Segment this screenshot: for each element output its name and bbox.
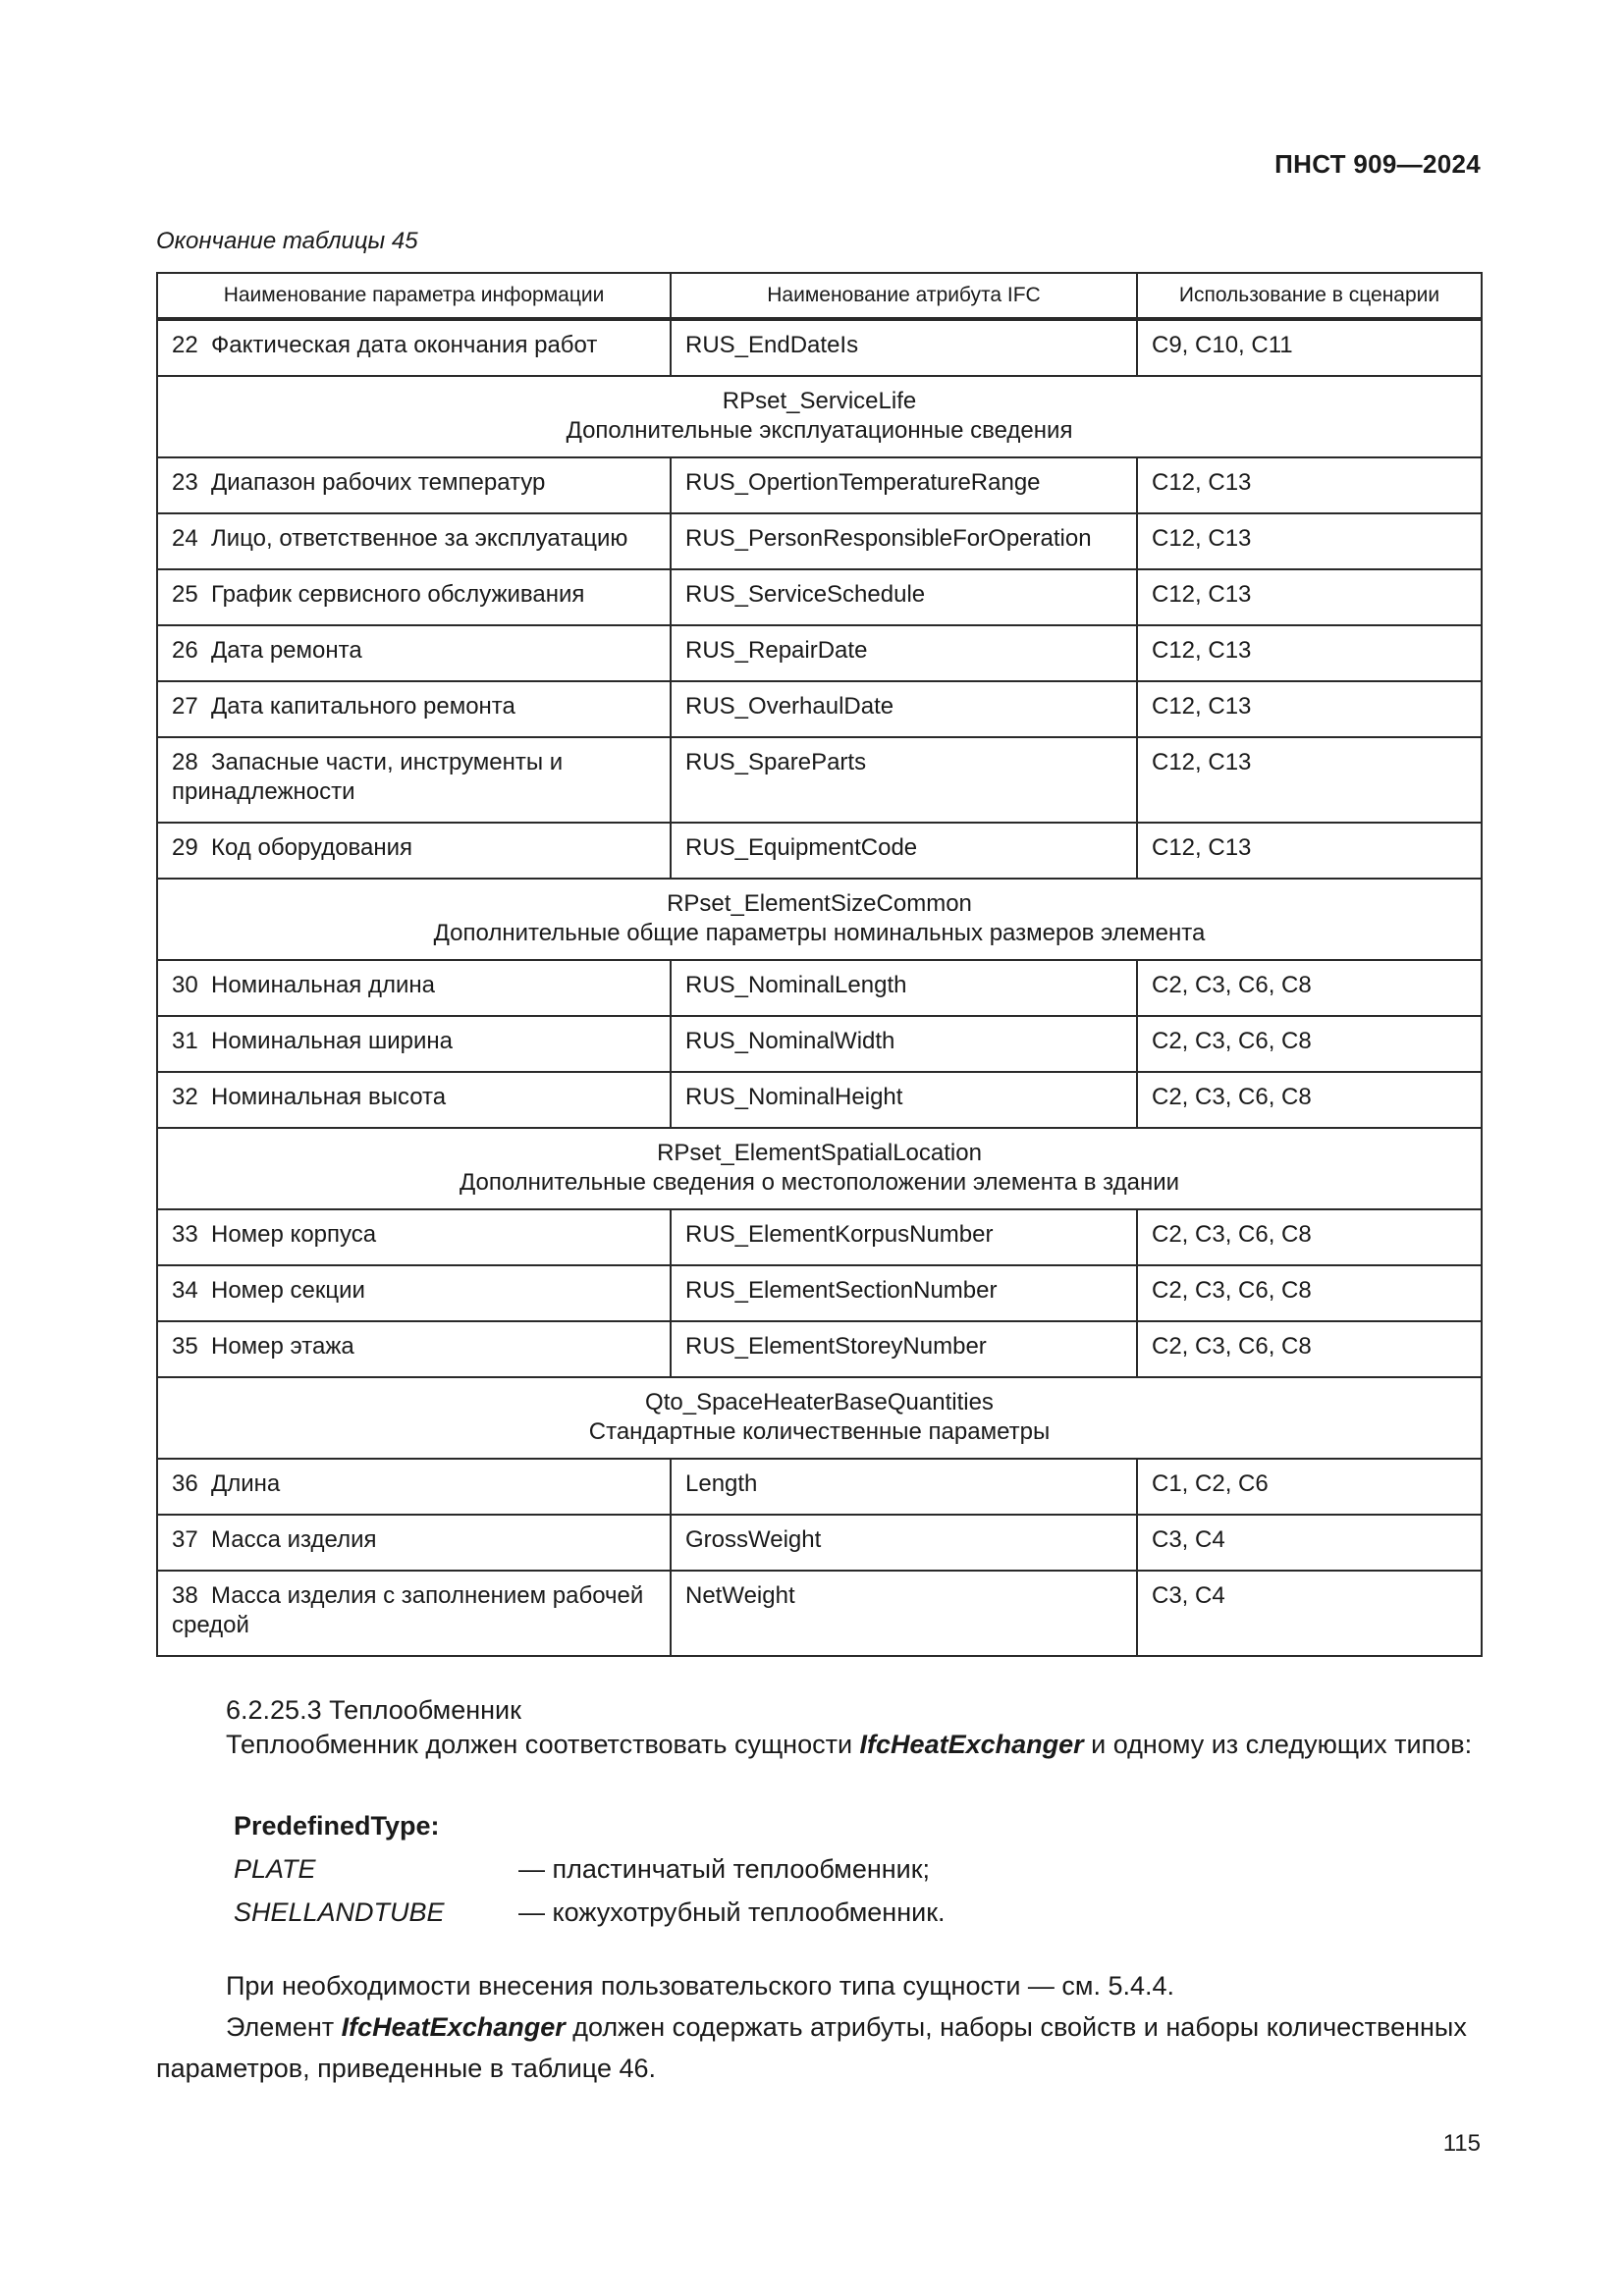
table-row (157, 960, 1482, 1016)
usage-cell: C12, C13 (1137, 513, 1482, 569)
ifc-attribute-cell: RUS_ElementStoreyNumber (671, 1321, 1137, 1377)
ifc-attribute-cell: RUS_NominalLength (671, 960, 1137, 1016)
usage-cell: C2, C3, C6, C8 (1137, 1209, 1482, 1265)
usage-cell: C12, C13 (1137, 457, 1482, 513)
table-header-row (157, 273, 1482, 319)
row-number: 24 (172, 525, 198, 552)
usage-cell: C12, C13 (1137, 737, 1482, 823)
parameter-name: Код оборудования (211, 834, 413, 861)
group-cell (157, 1128, 1482, 1209)
table-row (157, 1459, 1482, 1515)
table-row (157, 823, 1482, 879)
parameter-name: Масса изделия с заполнением рабочей средой (172, 1582, 644, 1638)
ifc-attribute-cell: RUS_OpertionTemperatureRange (671, 457, 1137, 513)
usage-cell: C9, C10, C11 (1137, 319, 1482, 376)
group-subtitle: Стандартные количественные параметры (588, 1418, 1051, 1445)
row-number: 36 (172, 1470, 198, 1497)
usage-cell: C12, C13 (1137, 569, 1482, 625)
table-row (157, 1321, 1482, 1377)
ifc-attribute-cell: NetWeight (671, 1571, 1137, 1656)
parameter-name: Номинальная высота (211, 1084, 447, 1110)
type-name: SHELLANDTUBE (234, 1897, 445, 1927)
parameter-name: Дата капитального ремонта (211, 693, 515, 720)
parameter-cell (157, 1571, 671, 1656)
table-row (157, 1571, 1482, 1656)
parameter-name: Номер этажа (211, 1333, 354, 1360)
element-requirements (156, 2006, 1481, 2089)
parameter-cell (157, 513, 671, 569)
row-number: 22 (172, 332, 198, 358)
entity-name: IfcHeatExchanger (859, 1730, 1084, 1759)
ifc-attribute-cell: RUS_ElementSectionNumber (671, 1265, 1137, 1321)
parameter-cell (157, 625, 671, 681)
group-title: RPset_ServiceLife (722, 388, 917, 414)
row-number: 27 (172, 693, 198, 720)
group-subtitle: Дополнительные эксплуатационные сведения (566, 417, 1073, 444)
row-number: 31 (172, 1028, 198, 1054)
group-subtitle: Дополнительные общие параметры номинальных размеров элемента (433, 920, 1206, 946)
table-row (157, 625, 1482, 681)
ifc-attribute-cell: RUS_RepairDate (671, 625, 1137, 681)
type-name: PLATE (234, 1854, 316, 1884)
parameter-name: Лицо, ответственное за эксплуатацию (211, 525, 628, 552)
row-number: 26 (172, 637, 198, 664)
parameter-cell (157, 737, 671, 823)
parameter-name: Длина (211, 1470, 281, 1497)
row-number: 37 (172, 1526, 198, 1553)
table-row (157, 1072, 1482, 1128)
parameter-cell (157, 1459, 671, 1515)
ifc-attribute-cell: RUS_OverhaulDate (671, 681, 1137, 737)
parameter-cell (157, 823, 671, 879)
parameter-name: Диапазон рабочих температур (211, 469, 546, 496)
ifc-attribute-cell: RUS_SpareParts (671, 737, 1137, 823)
row-number: 34 (172, 1277, 198, 1304)
row-number: 35 (172, 1333, 198, 1360)
document-code: ПНСТ 909—2024 (1274, 149, 1481, 179)
parameter-cell (157, 1321, 671, 1377)
group-title: RPset_ElementSpatialLocation (657, 1140, 982, 1166)
parameter-cell (157, 1265, 671, 1321)
table-group-row (157, 376, 1482, 457)
row-number: 29 (172, 834, 198, 861)
parameter-name: Дата ремонта (211, 637, 362, 664)
ifc-attribute-cell: RUS_NominalHeight (671, 1072, 1137, 1128)
element-after: должен содержать атрибуты, наборы свойств и наборы количественных параметров, приведенные в таблице 46. (156, 2012, 1467, 2083)
table-row (157, 1016, 1482, 1072)
usage-cell: C12, C13 (1137, 823, 1482, 879)
usage-cell: C12, C13 (1137, 625, 1482, 681)
table-row (157, 1265, 1482, 1321)
usage-cell: C2, C3, C6, C8 (1137, 1265, 1482, 1321)
table-row (157, 681, 1482, 737)
parameters-table (156, 272, 1483, 1657)
usage-cell: C3, C4 (1137, 1571, 1482, 1656)
usage-cell: C2, C3, C6, C8 (1137, 1321, 1482, 1377)
type-description: — кожухотрубный теплообменник. (518, 1897, 946, 1927)
custom-type-note: При необходимости внесения пользовательского типа сущности — см. 5.4.4. (226, 1971, 1175, 2001)
page-number: 115 (1442, 2130, 1481, 2157)
parameter-name: График сервисного обслуживания (211, 581, 585, 608)
group-cell (157, 1377, 1482, 1459)
ifc-attribute-cell: RUS_PersonResponsibleForOperation (671, 513, 1137, 569)
row-number: 38 (172, 1582, 198, 1609)
ifc-attribute-cell: RUS_NominalWidth (671, 1016, 1137, 1072)
entity-name: IfcHeatExchanger (341, 2012, 566, 2042)
table-group-row (157, 1128, 1482, 1209)
usage-cell: C3, C4 (1137, 1515, 1482, 1571)
intro-after: и одному из следующих типов: (1083, 1730, 1473, 1759)
group-subtitle: Дополнительные сведения о местоположении элемента в здании (459, 1169, 1180, 1196)
row-number: 30 (172, 972, 198, 998)
row-number: 23 (172, 469, 198, 496)
table-row (157, 1515, 1482, 1571)
usage-cell: C12, C13 (1137, 681, 1482, 737)
usage-cell: C2, C3, C6, C8 (1137, 960, 1482, 1016)
group-title: Qto_SpaceHeaterBaseQuantities (645, 1389, 994, 1415)
table-row (157, 457, 1482, 513)
section-heading: 6.2.25.3 Теплообменник (226, 1695, 521, 1725)
table-row (157, 319, 1482, 376)
table-group-row (157, 1377, 1482, 1459)
table-caption: Окончание таблицы 45 (156, 228, 418, 254)
row-number: 33 (172, 1221, 198, 1248)
table-row (157, 1209, 1482, 1265)
parameter-cell (157, 960, 671, 1016)
closing-paragraphs (156, 1965, 1481, 2089)
intro-before: Теплообменник должен соответствовать сущности (226, 1730, 860, 1759)
table-row (157, 737, 1482, 823)
group-cell (157, 376, 1482, 457)
section-intro (226, 1730, 1472, 1760)
parameter-name: Номинальная ширина (211, 1028, 453, 1054)
predefined-type-item (234, 1854, 930, 1885)
parameter-cell (157, 681, 671, 737)
parameter-name: Номер корпуса (211, 1221, 377, 1248)
parameter-name: Номер секции (211, 1277, 365, 1304)
row-number: 25 (172, 581, 198, 608)
ifc-attribute-cell: RUS_ElementKorpusNumber (671, 1209, 1137, 1265)
ifc-attribute-cell: RUS_ServiceSchedule (671, 569, 1137, 625)
group-title: RPset_ElementSizeCommon (667, 890, 972, 917)
predefined-type-label: PredefinedType: (234, 1811, 440, 1841)
group-cell (157, 879, 1482, 960)
table-body (157, 319, 1482, 1656)
parameter-cell (157, 457, 671, 513)
ifc-attribute-cell: RUS_EndDateIs (671, 319, 1137, 376)
row-number: 28 (172, 749, 198, 775)
column-header-parameter: Наименование параметра информации (157, 273, 671, 319)
table-row (157, 569, 1482, 625)
parameter-cell (157, 1072, 671, 1128)
parameter-name: Номинальная длина (211, 972, 435, 998)
ifc-attribute-cell: Length (671, 1459, 1137, 1515)
usage-cell: C1, C2, C6 (1137, 1459, 1482, 1515)
parameter-name: Масса изделия (211, 1526, 377, 1553)
parameter-cell (157, 569, 671, 625)
parameter-name: Запасные части, инструменты и принадлежности (172, 749, 564, 805)
predefined-type-item (234, 1897, 946, 1928)
parameter-cell (157, 1016, 671, 1072)
row-number: 32 (172, 1084, 198, 1110)
parameter-cell (157, 1209, 671, 1265)
ifc-attribute-cell: GrossWeight (671, 1515, 1137, 1571)
column-header-usage: Использование в сценарии (1137, 273, 1482, 319)
type-description: — пластинчатый теплообменник; (518, 1854, 931, 1884)
parameter-name: Фактическая дата окончания работ (211, 332, 598, 358)
column-header-ifc-attribute: Наименование атрибута IFC (671, 273, 1137, 319)
ifc-attribute-cell: RUS_EquipmentCode (671, 823, 1137, 879)
element-before: Элемент (226, 2012, 342, 2042)
parameter-cell (157, 1515, 671, 1571)
parameter-cell (157, 319, 671, 376)
usage-cell: C2, C3, C6, C8 (1137, 1072, 1482, 1128)
table-row (157, 513, 1482, 569)
table-group-row (157, 879, 1482, 960)
usage-cell: C2, C3, C6, C8 (1137, 1016, 1482, 1072)
